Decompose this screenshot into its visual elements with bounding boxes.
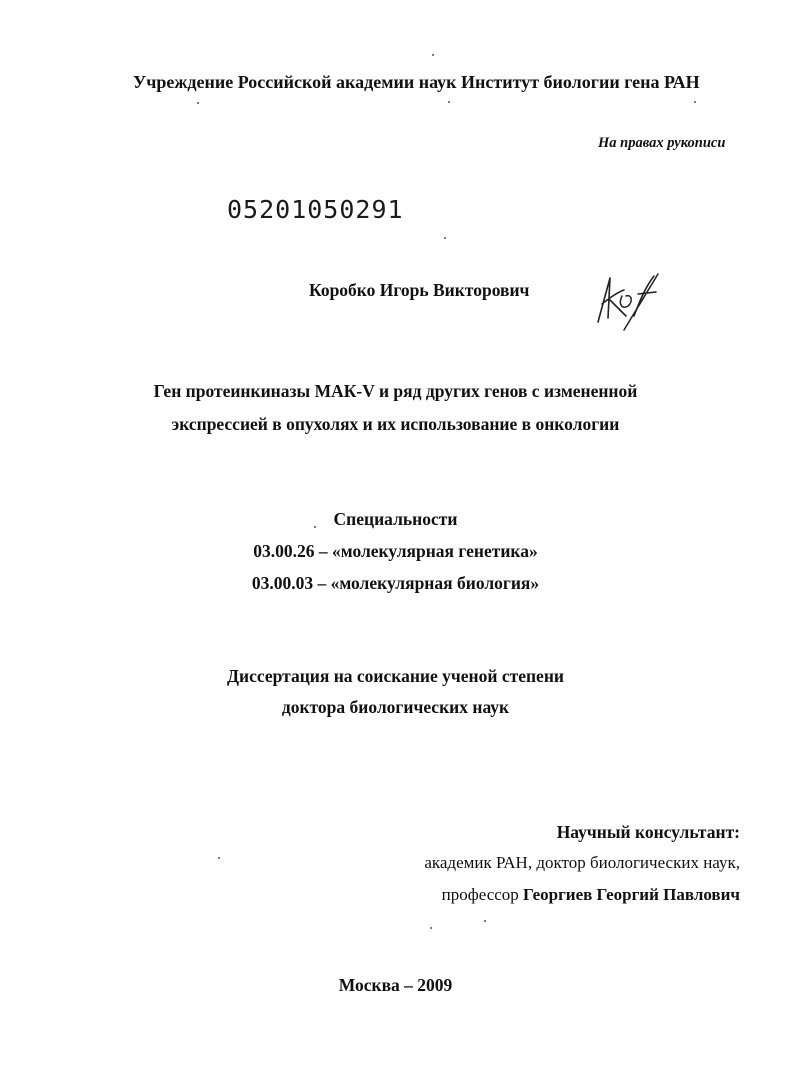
- advisor-title: профессор: [441, 885, 524, 904]
- dissertation-title-line-1: Ген протеинкиназы МАК-V и ряд других генов с измененной: [153, 381, 638, 401]
- specialty-item: 03.00.26 – «молекулярная генетика»: [253, 541, 538, 561]
- advisor-credentials: академик РАН, доктор биологических наук,: [424, 853, 740, 872]
- specialty-item: 03.00.03 – «молекулярная биология»: [251, 573, 540, 593]
- city-and-year: Москва – 2009: [338, 975, 453, 995]
- scientific-advisor-heading: Научный консультант:: [556, 822, 740, 842]
- scan-speck: [218, 857, 220, 859]
- manuscript-rights-note: На правах рукописи: [598, 135, 726, 151]
- dissertation-title-line-2: экспрессией в опухолях и их использование в онкологии: [171, 414, 620, 434]
- scan-speck: [432, 54, 434, 56]
- scan-speck: [448, 101, 450, 103]
- library-stamp-code: 05201050291: [227, 195, 404, 224]
- advisor-name-line: [442, 885, 740, 905]
- scan-speck: [197, 102, 199, 104]
- scan-speck: [314, 526, 316, 528]
- degree-statement-line-2: доктора биологических наук: [281, 697, 510, 717]
- advisor-name: Георгиев Георгий Павлович: [523, 885, 740, 904]
- scan-speck: [444, 237, 446, 239]
- author-name: Коробко Игорь Викторович: [309, 280, 530, 300]
- scan-speck: [430, 927, 432, 929]
- specialties-heading: Специальности: [333, 509, 458, 529]
- scan-speck: [694, 101, 696, 103]
- institution-name: Учреждение Российской академии наук Институт биологии гена РАН: [133, 72, 700, 92]
- scan-speck: [484, 920, 486, 922]
- author-signature: [588, 270, 664, 332]
- degree-statement-line-1: Диссертация на соискание ученой степени: [227, 666, 564, 686]
